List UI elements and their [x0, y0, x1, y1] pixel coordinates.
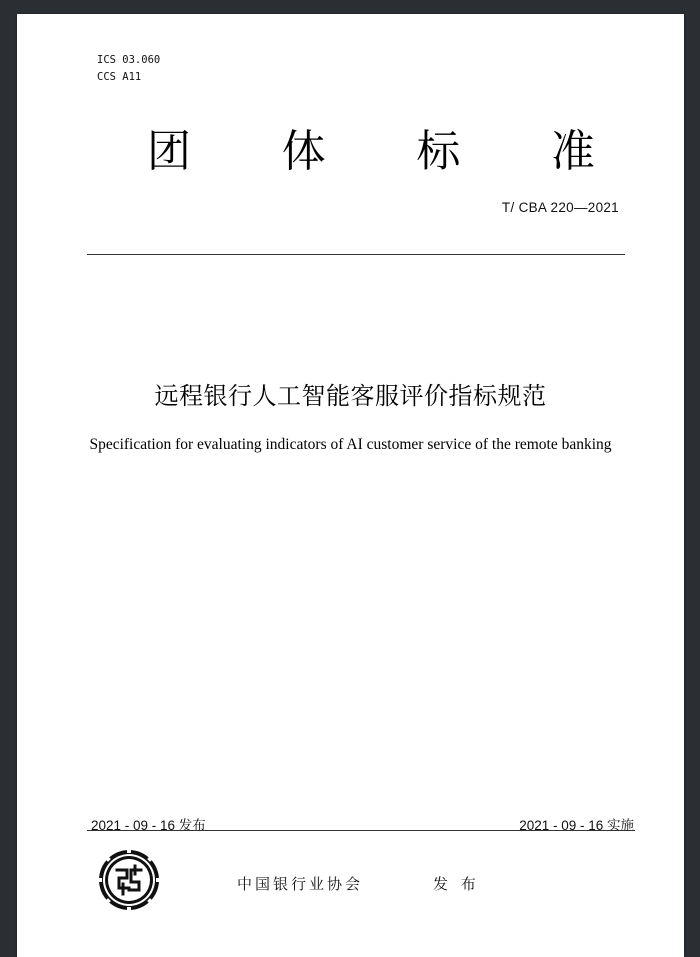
top-divider — [87, 254, 625, 255]
heading-char-4: 准 — [550, 126, 595, 177]
issuer-name: 中国银行业协会 — [237, 875, 364, 893]
ccs-code: CCS A11 — [97, 71, 142, 83]
group-standard-heading — [147, 122, 595, 182]
bottom-divider — [87, 830, 635, 831]
publish-date: 2021 - 09 - 16 发布 — [91, 818, 206, 833]
document-page — [17, 14, 684, 957]
implement-date: 2021 - 09 - 16 实施 — [519, 818, 634, 833]
classification-codes — [97, 52, 160, 86]
standard-number: T/ CBA 220—2021 — [501, 200, 619, 215]
english-title: Specification for evaluating indicators of AI customer service of the remote banking — [89, 436, 612, 453]
ics-code: ICS 03.060 — [97, 54, 161, 66]
chinese-title: 远程银行人工智能客服评价指标规范 — [154, 382, 547, 410]
china-banking-association-logo-icon — [97, 848, 161, 912]
heading-char-3: 标 — [416, 126, 461, 177]
heading-char-2: 体 — [281, 126, 326, 177]
release-label: 发 布 — [433, 875, 480, 893]
heading-char-1: 团 — [147, 126, 191, 177]
